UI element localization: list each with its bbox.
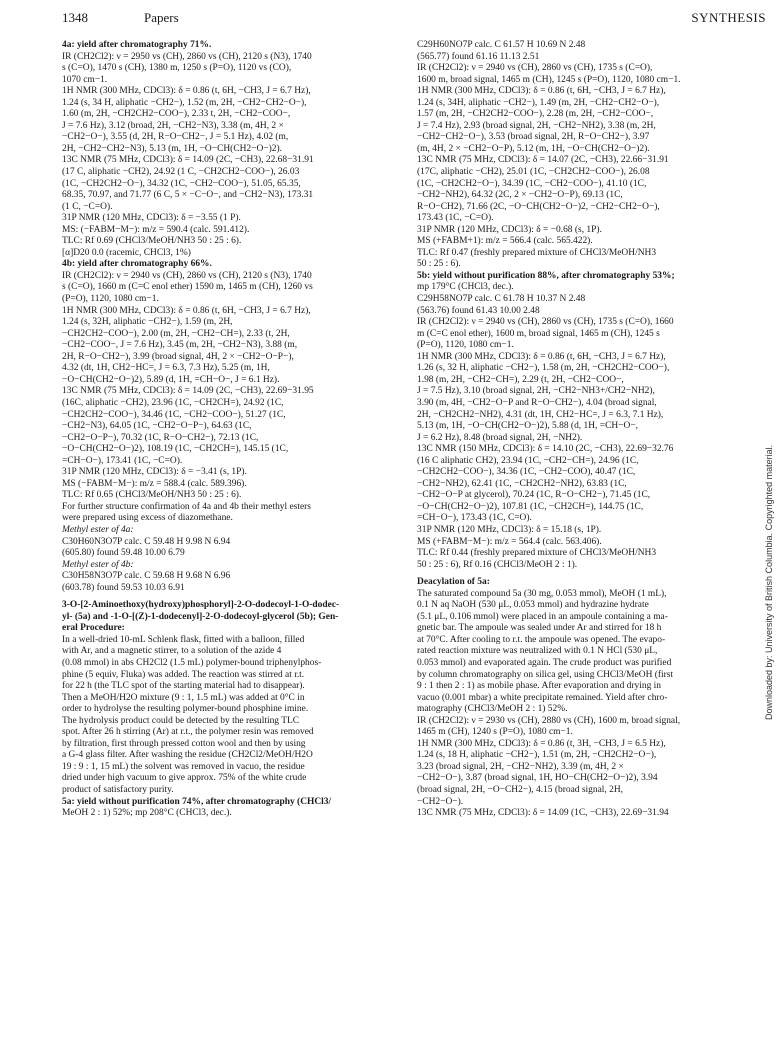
text-line: (16 C aliphatic CH2), 23.94 (1C, −CH2−CH=), 24.96 (1C, [417,455,639,466]
text-line: MS (+FABM−M−): m/z = 564.4 (calc. 563.406). [417,536,602,547]
text-line: 1600 m, broad signal, 1465 m (CH), 1245 s (P=O), 1120, 1080 cm−1. [417,74,681,85]
text-line: The saturated compound 5a (30 mg, 0.053 mmol), MeOH (1 mL), [417,588,667,599]
text-line: [α]D20 0.0 (racemic, CHCl3, 1%) [62,247,191,258]
text-line: (563.76) found 61.43 10.00 2.48 [417,305,540,316]
download-notice [764,370,778,720]
text-line: J = 6.2 Hz), 8.48 (broad signal, 2H, −NH2). [417,432,583,443]
text-line: by filtration, first through pressed cotton wool and then by using [62,738,306,749]
text-line: product of satisfactory purity. [62,785,174,795]
text-line: Methyl ester of 4b: [62,559,134,570]
text-line: 31P NMR (120 MHz, CDCl3): δ = 15.18 (s, 1P). [417,524,602,535]
text-line: (1C, −CH2CH2−O−), 34.39 (1C, −CH2−COO−), 41.10 (1C, [417,178,647,189]
text-line: 1.24 (s, 34H, aliphatic −CH2−), 1.49 (m, 2H, −CH2−CH2−O−), [417,97,660,108]
text-line: J = 7.4 Hz), 2.93 (broad signal, 2H, −CH2−NH2), 3.38 (m, 2H, [417,120,656,131]
left-column [62,40,397,820]
text-line: 13C NMR (75 MHz, CDCl3): δ = 14.07 (2C, −CH3), 22.66−31.91 [417,155,669,166]
text-line: C29H60NO7P calc. C 61.57 H 10.69 N 2.48 [417,40,586,50]
text-line: mp 179°C (CHCl3, dec.). [417,282,514,293]
text-line: 0.1 N aq NaOH (530 μL, 0.053 mmol) and hydrazine hydrate [417,600,649,611]
text-line: 3.23 (broad signal, 2H, −CH2−NH2), 3.39 (m, 4H, 2 × [417,761,624,772]
text-line: −O−CH(CH2−O−)2), 5.89 (d, 1H, =CH−O−, J = 6.1 Hz). [62,374,280,385]
text-line: 2H, R−O−CH2−), 3.99 (broad signal, 4H, 2 × −CH2−O−P−), [62,351,294,362]
text-line: 4.32 (dt, 1H, CH2−HC=, J = 6.3, 7.3 Hz), 5.25 (m, 1H, [62,363,270,374]
text-line: (5.1 μL, 0.106 mmol) were placed in an ampoule containing a ma- [417,611,668,622]
text-line: 19 : 9 : 1, 15 mL) the solvent was removed in vacuo, the residue [62,761,305,772]
text-line: 50 : 25 : 6), Rf 0.16 (CHCl3/MeOH 2 : 1). [417,559,578,570]
text-line: (1C, −CH2CH2−O−), 34.32 (1C, −CH2−COO−), 51.05, 65.35, [62,178,301,189]
text-line: (broad signal, 2H, −O−CH2−), 4.15 (broad signal, 2H, [417,785,623,795]
text-line: 13C NMR (75 MHz, CDCl3): δ = 14.09 (1C, −CH3), 22.69−31.94 [417,808,669,819]
text-line: 3-O-[2-Aminoethoxy(hydroxy)phosphoryl]-2-O-dodecoyl-1-O-dodec- [62,600,340,611]
text-line: −O−CH(CH2−O−)2), 107.81 (1C, −CH2CH=), 144.75 (1C, [417,501,644,512]
text-line: −CH2−COO−, J = 7.6 Hz), 3.45 (m, 2H, −CH2−N3), 3.88 (m, [62,340,298,351]
text-line: −CH2−NH2), 64.32 (2C, 2 × −CH2−O−P), 69.13 (1C, [417,190,623,201]
text-line: Deacylation of 5a: [417,577,490,588]
text-line: (m, 4H, 2 × −CH2−O−P), 5.12 (m, 1H, −O−CH(CH2−O−)2). [417,143,650,154]
text-line: 1465 m (CH), 1240 s (P=O), 1080 cm−1. [417,727,573,738]
text-line: s (C=O), 1470 s (CH), 1380 m, 1250 s (P=O), 1120 vs (CO), [62,63,292,74]
text-line: for 22 h (the TLC spot of the starting material had to disappear). [62,681,305,692]
text-line: 68.35, 70.97, and 71.77 (6 C, 5 × −C−O−, and −CH2−N3), 173.31 [62,190,314,201]
text-line: (0.08 mmol) in abs CH2Cl2 (1.5 mL) polymer-bound triphenylphos- [62,657,322,668]
text-line: −CH2−NH2), 62.41 (1C, −CH2CH2−NH2), 63.83 (1C, [417,478,627,489]
text-line: 3.90 (m, 4H, −CH2−O−P and R−O−CH2−), 4.04 (broad signal, [417,397,657,408]
text-line: 13C NMR (75 MHz, CDCl3): δ = 14.09 (2C, −CH3), 22.68−31.91 [62,155,314,166]
text-line: −CH2−O−). [417,796,464,807]
text-line: 13C NMR (150 MHz, CDCl3): δ = 14.10 (2C, −CH3), 22.69−32.76 [417,444,674,455]
text-line: 1H NMR (300 MHz, CDCl3): δ = 0.86 (t, 3H, −CH3, J = 6.5 Hz), [417,738,666,749]
text-line: IR (CH2Cl2): ν = 2950 vs (CH), 2860 vs (CH), 2120 s (N3), 1740 [62,51,312,62]
text-line: TLC: Rf 0.69 (CHCl3/MeOH/NH3 50 : 25 : 6). [62,236,242,247]
text-line: s (C=O), 1660 m (C=C enol ether) 1590 m, 1465 m (CH), 1260 vs [62,282,313,293]
text-line: IR (CH2Cl2): ν = 2930 vs (CH), 2880 vs (CH), 1600 m, broad signal, [417,715,681,726]
text-line: 1.57 (m, 2H, −CH2CH2−COO−), 2.28 (m, 2H, −CH2−COO−, [417,109,654,120]
text-line: (565.77) found 61.16 11.13 2.51 [417,51,540,62]
text-line: 0.053 mmol) and evaporated again. The crude product was purified [417,657,672,668]
text-line: −CH2−N3), 64.05 (1C, −CH2−O−P−), 64.63 (1C, [62,421,252,432]
text-line: 173.43 (1C, −C=O). [417,213,494,224]
text-line: (17 C, aliphatic −CH2), 24.92 (1 C, −CH2CH2−COO−), 26.03 [62,167,300,178]
text-line: 1H NMR (300 MHz, CDCl3): δ = 0.86 (t, 6H, −CH3, J = 6.7 Hz), [62,305,311,316]
text-line: −CH2−O−), 3.55 (d, 2H, R−O−CH2−, J = 5.1 Hz), 4.02 (m, [62,132,289,143]
text-line: 1.24 (s, 32H, aliphatic −CH2−), 1.59 (m, 2H, [62,317,233,328]
text-line: phine (5 equiv, Fluka) was added. The reaction was stirred at r.t. [62,669,305,680]
text-line: MS: (−FABM−M−): m/z = 590.4 (calc. 591.412). [62,224,250,235]
text-line: 31P NMR (120 MHz, CDCl3): δ = −3.41 (s, 1P). [62,467,247,478]
text-line: −O−CH(CH2−O−)2), 108.19 (1C, −CH2CH=), 145.15 (1C, [62,444,289,455]
text-line: R−O−CH2), 71.66 (2C, −O−CH(CH2−O−)2, −CH2−CH2−O−), [417,201,660,212]
text-line: 1.26 (s, 32 H, aliphatic −CH2−), 1.58 (m, 2H, −CH2CH2−COO−), [417,363,670,374]
text-line: 2H, −CH2CH2−NH2), 4.31 (dt, 1H, CH2−HC=, J = 6.3, 7.1 Hz), [417,409,664,420]
text-line: matography (CHCl3/MeOH 2 : 1) 52%. [417,704,568,715]
text-line: 1.24 (s, 18 H, aliphatic −CH2−), 1.51 (m, 2H, −CH2CH2−O−), [417,750,657,761]
text-line: −CH2CH2−COO−), 34.36 (1C, −CH2−COO), 40.47 (1C, [417,467,636,478]
text-line: −CH2−O−), 3.87 (broad signal, 1H, HO−CH(CH2−O−)2), 3.94 [417,773,658,784]
text-line: order to hydrolyse the resulting polymer-bound phosphine imine. [62,704,309,715]
text-line: C30H60N3O7P calc. C 59.48 H 9.98 N 6.94 [62,536,231,547]
text-line: =CH−O−), 173.41 (1C, −C=O). [62,455,183,466]
text-line: yl- (5a) and -1-O-[(Z)-1-dodecenyl]-2-O-dodecoyl-glycerol (5b); Gen- [62,611,339,622]
text-line: 1.98 (m, 2H, −CH2−CH=), 2.29 (t, 2H, −CH2−COO−, [417,374,624,385]
text-line: 31P NMR (120 MHz, CDCl3): δ = −3.55 (1 P). [62,213,241,224]
text-line: −CH2CH2−COO−), 2.00 (m, 2H, −CH2−CH=), 2.33 (t, 2H, [62,328,290,339]
text-line: 5b: yield without purification 88%, after chromatography 53%; [417,270,675,281]
text-line: a G-4 glass filter. After washing the residue (CH2Cl2/MeOH/H2O [62,750,313,761]
text-line: dried under high vacuum to give approx. 75% of the white crude [62,773,307,784]
text-line: 5a: yield without purification 74%, after chromatography (CHCl3/ [62,796,332,807]
text-line: (P=O), 1120, 1080 cm−1. [62,294,159,305]
text-line: vacuo (0.001 mbar) a white precipitate remained. Yield after chro- [417,692,668,703]
text-line: 5.13 (m, 1H, −O−CH(CH2−O−)2), 5.88 (d, 1H, =CH−O−, [417,421,639,432]
text-line: (17C, aliphatic −CH2), 25.01 (1C, −CH2CH2−COO−), 26.08 [417,167,650,178]
text-line: (603.78) found 59.53 10.03 6.91 [62,582,185,593]
right-column [417,40,752,820]
journal-name: SYNTHESIS [691,10,766,25]
text-line: (1 C, −C=O). [62,201,113,212]
text-line: 9 : 1 then 2 : 1) as mobile phase. After evaporation and drying in [417,681,662,692]
text-line: (16C, aliphatic −CH2), 23.96 (1C, −CH2CH=), 24.92 (1C, [62,397,284,408]
text-line: rated reaction mixture was neutralized with 0.1 N HCl (530 μL, [417,646,658,657]
text-line: In a well-dried 10-mL Schlenk flask, fitted with a balloon, filled [62,634,305,645]
text-line: C29H58NO7P calc. C 61.78 H 10.37 N 2.48 [417,294,586,305]
text-line: 1.60 (m, 2H, −CH2CH2−COO−), 2.33 t, 2H, −CH2−COO−, [62,109,291,120]
text-line: with Ar, and a magnetic stirrer, to a solution of the azide 4 [62,646,282,657]
text-line: IR (CH2Cl2): ν = 2940 vs (CH), 2860 vs (CH), 2120 s (N3), 1740 [62,270,312,281]
text-line: gnetic bar. The ampoule was sealed under Ar and stirred for 18 h [417,623,662,634]
text-line: at 70°C. After cooling to r.t. the ampoule was opened. The evapo- [417,634,666,645]
text-line: Then a MeOH/H2O mixture (9 : 1, 1.5 mL) was added at 0°C in [62,692,305,703]
text-line: For further structure confirmation of 4a and 4b their methyl esters [62,501,311,512]
text-line: −CH2CH2−COO−), 34.46 (1C, −CH2−COO−), 51.27 (1C, [62,409,286,420]
text-line: 1H NMR (300 MHz, CDCl3): δ = 0.86 (t, 6H, −CH3, J = 6.7 Hz), [417,351,666,362]
section-label: Papers [144,10,179,25]
text-line: −CH2−CH2−O−), 3.53 (broad signal, 2H, R−O−CH2−), 3.97 [417,132,650,143]
text-line: TLC: Rf 0.47 (freshly prepared mixture of CHCl3/MeOH/NH3 [417,247,657,258]
text-line: Methyl ester of 4a: [62,524,134,535]
text-line: 4b: yield after chromatography 66%. [62,259,212,270]
text-line: C30H58N3O7P calc. C 59.68 H 9.68 N 6.96 [62,571,231,582]
text-line: −CH2−O−P at glycerol), 70.24 (1C, R−O−CH2−), 71.45 (1C, [417,490,651,501]
text-line: MeOH 2 : 1) 52%; mp 208°C (CHCl3, dec.). [62,808,232,819]
text-line: J = 7.5 Hz), 3.10 (broad signal, 2H, −CH2−NH3+/CH2−NH2), [417,386,655,397]
text-line: 1H NMR (300 MHz, CDCl3): δ = 0.86 (t, 6H, −CH3, J = 6.7 Hz), [62,86,311,97]
text-line: IR (CH2Cl2): ν = 2940 vs (CH), 2860 vs (CH), 1735 s (C=O), 1660 [417,317,674,328]
text-line: 1H NMR (300 MHz, CDCl3): δ = 0.86 (t, 6H, −CH3, J = 6.7 Hz), [417,86,666,97]
text-line: 4a: yield after chromatography 71%. [62,40,212,50]
text-line: 1070 cm−1. [62,74,108,85]
text-line: J = 7.6 Hz), 3.12 (broad, 2H, −CH2−N3), 3.38 (m, 4H, 2 × [62,120,284,131]
text-line: m (C=C enol ether), 1600 m, broad signal, 1465 m (CH), 1245 s [417,328,660,339]
page-number: 1348 [62,10,88,25]
text-line: 50 : 25 : 6). [417,259,461,270]
text-line: The hydrolysis product could be detected by the resulting TLC [62,715,300,726]
text-line: 31P NMR (120 MHz, CDCl3): δ = −0.68 (s, 1P). [417,224,602,235]
text-line: 2H, −CH2−CH2−N3), 5.13 (m, 1H, −O−CH(CH2−O−)2). [62,143,282,154]
text-line: MS (+FABM+1): m/z = 566.4 (calc. 565.422). [417,236,593,247]
text-line: 13C NMR (75 MHz, CDCl3): δ = 14.09 (2C, −CH3), 22.69−31.95 [62,386,314,397]
text-line: (605.80) found 59.48 10.00 6.79 [62,548,185,559]
text-line: were prepared using excess of diazomethane. [62,513,233,524]
text-line: MS (−FABM−M−): m/z = 588.4 (calc. 589.396). [62,478,247,489]
text-line: (P=O), 1120, 1080 cm−1. [417,340,514,351]
page-header [62,10,766,30]
text-line: 1.24 (s, 34 H, aliphatic −CH2−), 1.52 (m, 2H, −CH2−CH2−O−), [62,97,307,108]
text-line: spot. After 26 h stirring (Ar) at r.t., the polymer resin was removed [62,727,314,738]
text-line: =CH−O−), 173.43 (1C, C=O). [417,513,532,524]
text-line: TLC: Rf 0.44 (freshly prepared mixture of CHCl3/MeOH/NH3 [417,548,657,559]
text-line: by column chromatography on silica gel, using CHCl3/MeOH (first [417,669,674,680]
text-line: IR (CH2Cl2): ν = 2940 vs (CH), 2860 vs (CH), 1735 s (C=O), [417,63,653,74]
text-line: TLC: Rf 0.65 (CHCl3/MeOH/NH3 50 : 25 : 6). [62,490,242,501]
text-line: −CH2−O−P−), 70.32 (1C, R−O−CH2−), 72.13 (1C, [62,432,259,443]
download-notice-text: Downloaded by: University of British Columbia. Copyrighted material. [764,444,774,720]
text-line: eral Procedure: [62,623,125,634]
